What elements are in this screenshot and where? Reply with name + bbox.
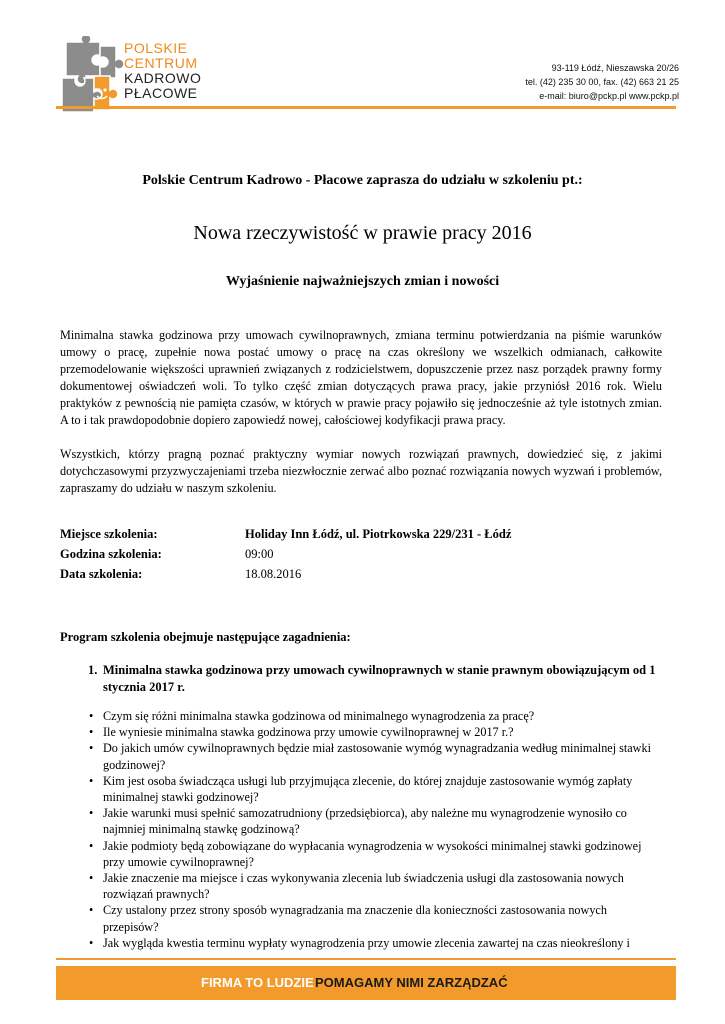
page-subtitle: Wyjaśnienie najważniejszych zmian i nowości <box>225 274 500 289</box>
section-number: 1. <box>88 663 98 677</box>
bullet-icon: • <box>89 871 94 886</box>
list-item-text: Ile wyniesie minimalna stawka godzinowa przy umowie cywilnoprawnej w 2017 r.? <box>103 725 514 740</box>
logo-wordmark <box>124 41 201 101</box>
bullet-icon: • <box>89 773 94 788</box>
detail-row-date <box>60 567 511 587</box>
list-item-text: Czym się różni minimalna stawka godzinowa od minimalnego wynagrodzenia za pracę? <box>103 709 535 723</box>
contact-phone: tel. (42) 235 30 00, fax. (42) 663 21 25 <box>525 77 679 87</box>
date-label: Data szkolenia: <box>60 567 143 581</box>
bullet-icon: • <box>89 935 94 950</box>
logo-line: KADROWO <box>124 70 202 86</box>
footer-banner <box>56 966 676 1000</box>
bullet-icon: • <box>89 741 94 756</box>
logo-line: CENTRUM <box>124 55 198 71</box>
list-item <box>88 708 663 724</box>
list-item-text: Jakie znaczenie ma miejsce i czas wykonywania zlecenia lub świadczenia usługi dla zastosowania nowych rozwiązań prawnych? <box>103 871 624 902</box>
list-item <box>88 838 663 870</box>
footer-divider <box>56 958 676 960</box>
list-item-text: Jakie podmioty będą zobowiązane do wypłacania wynagrodzenia w wysokości minimalnej stawki godzinowej przy umowie cywilnoprawnej? <box>103 838 642 869</box>
list-item <box>88 935 663 951</box>
puzzle-logo-icon <box>56 36 126 116</box>
footer-slogan-left: FIRMA TO LUDZIE <box>201 975 314 990</box>
list-item <box>88 740 663 772</box>
logo-line: POLSKIE <box>124 40 188 56</box>
list-item-text: Jak wygląda kwestia terminu wypłaty wynagrodzenia przy umowie zlecenia zawartej na czas nieokreślony i <box>103 935 630 950</box>
question-list <box>88 708 663 951</box>
detail-row-place <box>60 527 511 547</box>
training-details <box>60 527 511 587</box>
invitation-paragraph: Wszystkich, którzy pragną poznać praktyczny wymiar nowych rozwiązań prawnych, dowiedzieć się, z jakimi dotychczasowymi przyzwyczajeniami trzeba niezwłocznie zerwać albo poznać rozwiązania nowych wyzwań i problemów, zapraszamy do udziału w naszym szkoleniu. <box>60 447 662 495</box>
list-item <box>88 773 663 805</box>
page-title: Nowa rzeczywistość w prawie pracy 2016 <box>193 222 532 244</box>
list-item <box>88 805 663 837</box>
invite-line: Polskie Centrum Kadrowo - Płacowe zaprasza do udziału w szkoleniu pt.: <box>142 173 583 188</box>
detail-row-time <box>60 547 511 567</box>
intro-paragraph: Minimalna stawka godzinowa przy umowach cywilnoprawnych, zmiana terminu potwierdzania na piśmie warunków umowy o pracę, zupełnie nowa postać umowy o pracę na czas określony we wszelkich odmianach, całkowite przemodelowanie większości uprawnień związanych z rodzicielstwem, dopuszczenie przez nasz porządek prawny formy dokumentowej oświadczeń woli. To tylko część zmian dotyczących prawa pracy, jakie przyniósł 2016 rok. Wielu praktyków z pewnością nie pamięta czasów, w których w prawie pracy pojawiło się jednocześnie aż tyle istotnych zmian. A to i tak prawdopodobnie dopiero zapowiedź nowej, całościowej kodyfikacji prawa pracy. <box>60 328 662 427</box>
contact-email[interactable]: e-mail: biuro@pckp.pl www.pckp.pl <box>539 91 679 101</box>
bullet-icon: • <box>89 709 94 723</box>
bullet-icon: • <box>89 725 94 740</box>
time-value: 09:00 <box>245 547 274 561</box>
contact-block <box>525 61 679 103</box>
bullet-icon: • <box>89 903 94 918</box>
program-heading: Program szkolenia obejmuje następujące zagadnienia: <box>60 630 351 644</box>
section-title: Minimalna stawka godzinowa przy umowach cywilnoprawnych w stanie prawnym obowiązującym od 1 stycznia 2017 r. <box>103 663 656 694</box>
bullet-icon: • <box>89 806 94 821</box>
list-item-text: Jakie warunki musi spełnić samozatrudniony (przedsiębiorca), aby należne mu wynagrodzenie wynosiło co najmniej minimalną stawkę godzinową? <box>103 806 627 837</box>
footer-slogan-right: POMAGAMY NIMI ZARZĄDZAĆ <box>315 975 508 990</box>
list-item <box>88 870 663 902</box>
list-item-text: Do jakich umów cywilnoprawnych będzie miał zastosowanie wymóg wynagradzania według minimalnej stawki godzinowej? <box>103 741 651 772</box>
time-label: Godzina szkolenia: <box>60 547 162 561</box>
date-value: 18.08.2016 <box>245 567 302 581</box>
list-item-text: Kim jest osoba świadcząca usługi lub przyjmująca zlecenie, do której znajduje zastosowanie wymóg zapłaty minimalnej stawki godzinowej? <box>103 773 633 805</box>
list-item <box>88 724 663 740</box>
contact-address: 93-119 Łódź, Nieszawska 20/26 <box>551 63 679 73</box>
place-label: Miejsce szkolenia: <box>60 527 158 541</box>
section-1 <box>88 662 663 696</box>
header-divider <box>56 106 676 109</box>
logo-line: PŁACOWE <box>124 85 198 101</box>
list-item-text: Czy ustalony przez strony sposób wynagradzania ma znaczenie dla konieczności zastosowania nowych przepisów? <box>103 903 607 934</box>
place-value: Holiday Inn Łódź, ul. Piotrkowska 229/231 - Łódź <box>245 527 512 541</box>
list-item <box>88 902 663 934</box>
bullet-icon: • <box>89 838 94 853</box>
